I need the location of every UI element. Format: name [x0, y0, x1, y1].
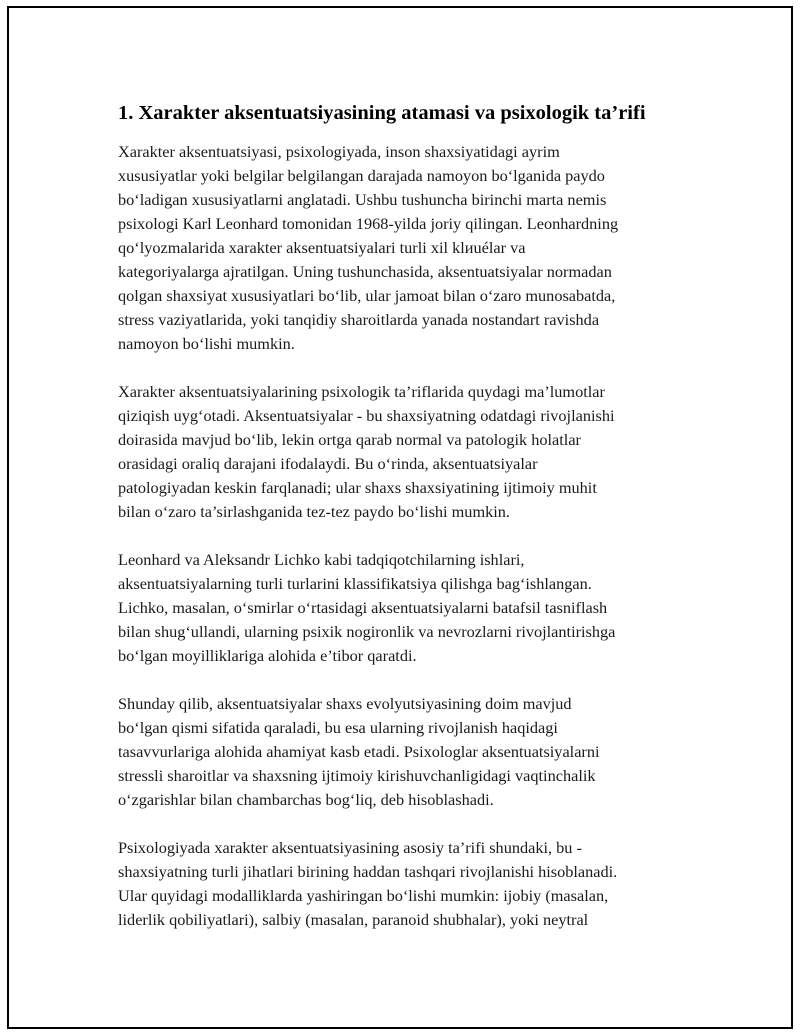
- text-line: namoyon bo‘lishi mumkin.: [118, 334, 295, 353]
- document-content: [118, 98, 708, 956]
- text-line: qolgan shaxsiyat xususiyatlari bo‘lib, ular jamoat bilan o‘zaro munosabatda,: [118, 286, 616, 305]
- text-line: patologiyadan keskin farqlanadi; ular shaxs shaxsiyatining ijtimoiy muhit: [118, 478, 597, 497]
- text-line: o‘zgarishlar bilan chambarchas bog‘liq, deb hisoblashadi.: [118, 790, 494, 809]
- text-line: orasidagi oraliq darajani ifodalaydi. Bu o‘rinda, aksentuatsiyalar: [118, 454, 538, 473]
- text-line: bo‘lgan moyilliklariga alohida e’tibor qaratdi.: [118, 646, 417, 665]
- body-paragraph: [118, 548, 708, 668]
- text-line: liderlik qobiliyatlari), salbiy (masalan, paranoid shubhalar), yoki neytral: [118, 910, 589, 929]
- text-line: qo‘lyozmalarida xarakter aksentuatsiyalari turli xil klиuélar va: [118, 238, 526, 257]
- body-paragraph: [118, 692, 708, 812]
- text-line: stressli sharoitlar va shaxsning ijtimoiy kirishuvchanligidagi vaqtinchalik: [118, 766, 596, 785]
- text-line: bilan shug‘ullandi, ularning psixik nogironlik va nevrozlarni rivojlantirishga: [118, 622, 616, 641]
- text-line: stress vaziyatlarida, yoki tanqidiy sharoitlarda yanada nostandart ravishda: [118, 310, 600, 329]
- text-line: Psixologiyada xarakter aksentuatsiyasining asosiy ta’rifi shundaki, bu -: [118, 838, 582, 857]
- text-line: Ular quyidagi modalliklarda yashiringan bo‘lishi mumkin: ijobiy (masalan,: [118, 886, 609, 905]
- body-paragraph: [118, 836, 708, 932]
- text-line: psixologi Karl Leonhard tomonidan 1968-yilda joriy qilingan. Leonhardning: [118, 214, 619, 233]
- text-line: qiziqish uyg‘otadi. Aksentuatsiyalar - bu shaxsiyatning odatdagi rivojlanishi: [118, 406, 615, 425]
- text-line: xususiyatlar yoki belgilar belgilangan darajada namoyon bo‘lganida paydo: [118, 166, 605, 185]
- text-line: tasavvurlariga alohida ahamiyat kasb etadi. Psixologlar aksentuatsiyalarni: [118, 742, 600, 761]
- text-line: shaxsiyatning turli jihatlari birining haddan tashqari rivojlanishi hisoblanadi.: [118, 862, 618, 881]
- text-line: bilan o‘zaro ta’sirlashganida tez-tez paydo bo‘lishi mumkin.: [118, 502, 510, 521]
- text-line: Xarakter aksentuatsiyalarining psixologik ta’riflarida quydagi ma’lumotlar: [118, 382, 605, 401]
- text-line: kategoriyalarga ajratilgan. Uning tushunchasida, aksentuatsiyalar normadan: [118, 262, 612, 281]
- text-line: Lichko, masalan, o‘smirlar o‘rtasidagi aksentuatsiyalarni batafsil tasniflash: [118, 598, 608, 617]
- text-line: Leonhard va Aleksandr Lichko kabi tadqiqotchilarning ishlari,: [118, 550, 525, 569]
- text-line: doirasida mavjud bo‘lib, lekin ortga qarab normal va patologik holatlar: [118, 430, 581, 449]
- body-paragraph: [118, 380, 708, 524]
- text-line: aksentuatsiyalarning turli turlarini klassifikatsiya qilishga bag‘ishlangan.: [118, 574, 592, 593]
- text-line: bo‘lgan qismi sifatida qaraladi, bu esa ularning rivojlanish haqidagi: [118, 718, 558, 737]
- text-line: Shunday qilib, aksentuatsiyalar shaxs evolyutsiyasining doim mavjud: [118, 694, 572, 713]
- body-paragraph: [118, 140, 708, 356]
- section-heading: 1. Xarakter aksentuatsiyasining atamasi va psixologik ta’rifi: [118, 102, 646, 124]
- text-line: Xarakter aksentuatsiyasi, psixologiyada, inson shaxsiyatidagi ayrim: [118, 142, 560, 161]
- page-frame: [7, 6, 793, 1029]
- paragraph-list: [118, 140, 708, 932]
- text-line: bo‘ladigan xususiyatlarni anglatadi. Ushbu tushuncha birinchi marta nemis: [118, 190, 607, 209]
